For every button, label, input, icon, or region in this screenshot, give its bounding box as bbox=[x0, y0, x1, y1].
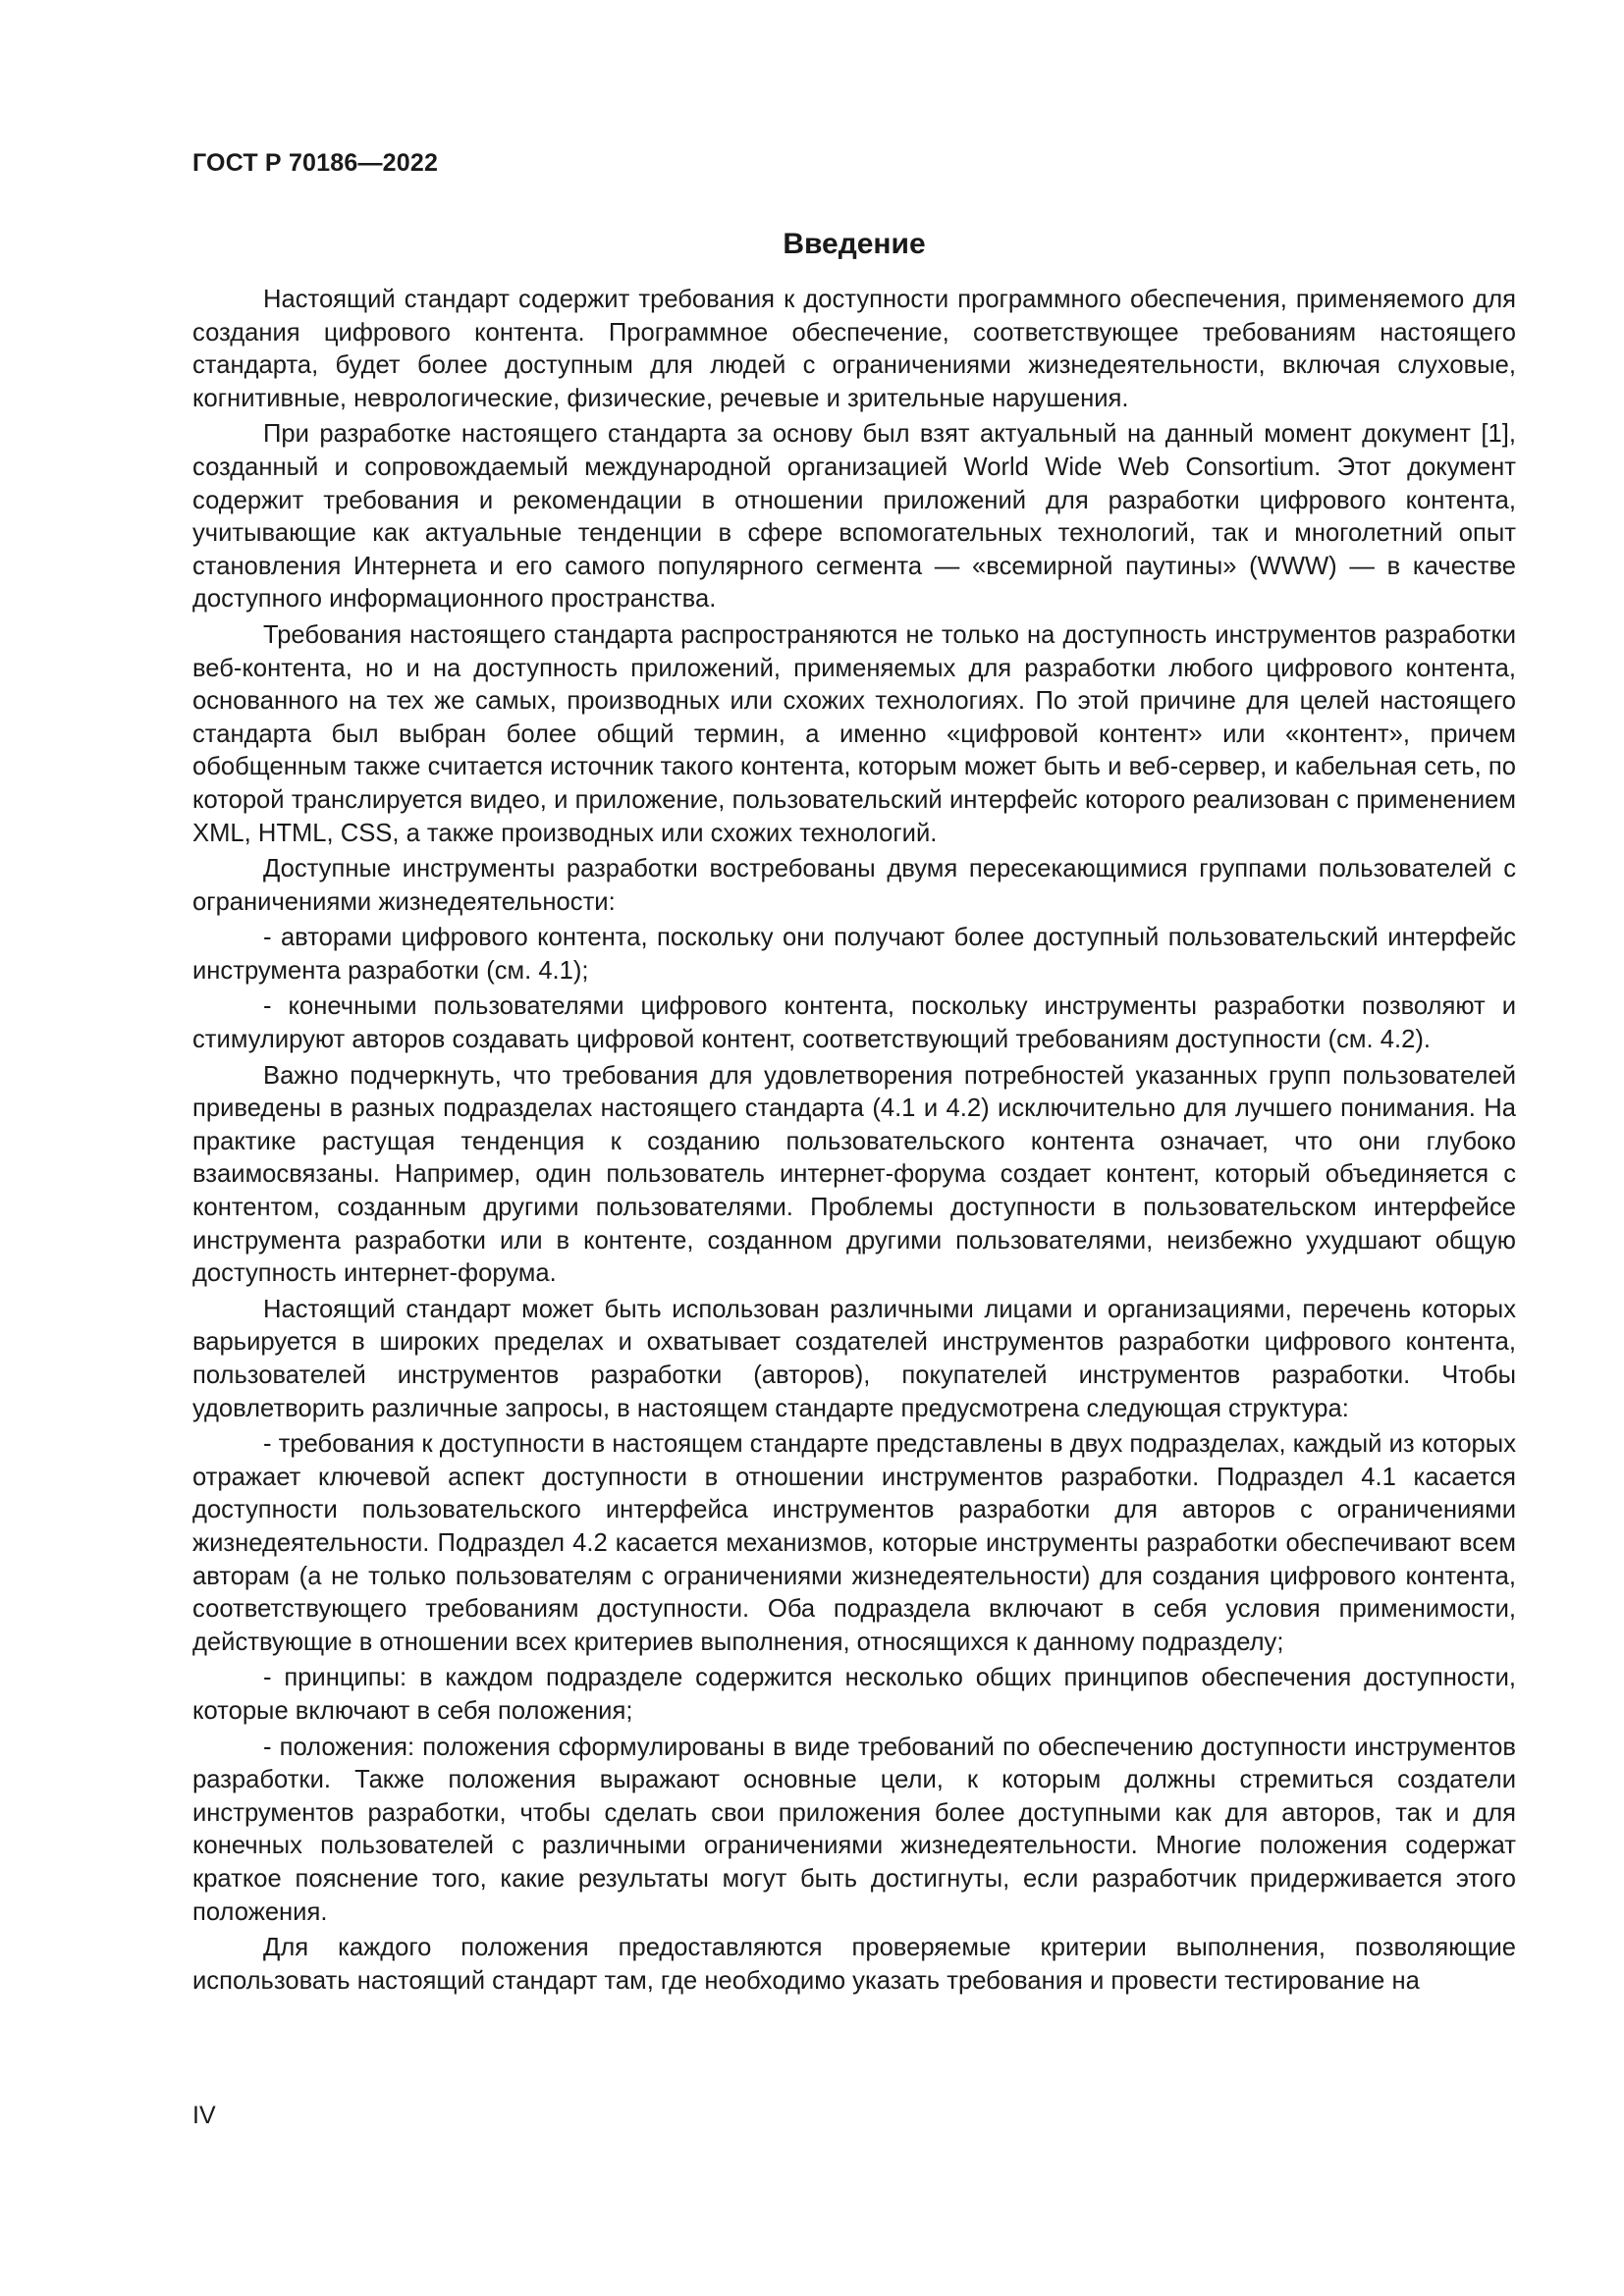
list-item: - конечными пользователями цифрового контента, поскольку инструменты разработки позволяют и стимулируют авторов создавать цифровой контент, соответствующий требованиям доступности (см. 4.2). bbox=[192, 992, 1516, 1054]
paragraph: Настоящий стандарт содержит требования к доступности программного обеспечения, применяемого для создания цифрового контента. Программное обеспечение, соответствующее требованиям настоящего стандарта, будет более доступным для людей с ограничениями жизнедеятельности, включая слуховые, когнитивные, неврологические, физические, речевые и зрительные нарушения. bbox=[192, 286, 1516, 412]
document-code-header: ГОСТ Р 70186—2022 bbox=[192, 149, 439, 177]
paragraph: Требования настоящего стандарта распространяются не только на доступность инструментов разработки веб-контента, но и на доступность приложений, применяемых для разработки любого цифрового контента, основанного на тех же самых, производных или схожих технологиях. По этой причине для целей настоящего стандарта был выбран более общий термин, а именно «цифровой контент» или «контент», причем обобщенным также считается источник такого контента, которым может быть и веб-сервер, и кабельная сеть, по которой транслируется видео, и приложение, пользовательский интерфейс которого реализован с применением XML, HTML, CSS, а также производных или схожих технологий. bbox=[192, 620, 1516, 847]
list-item: - требования к доступности в настоящем стандарте представлены в двух подразделах, каждый из которых отражает ключевой аспект доступности в отношении инструментов разработки. Подраздел 4.1 касается доступности пользовательского интерфейса инструментов разработки для авторов с ограничениями жизнедеятельности. Подраздел 4.2 касается механизмов, которые инструменты разработки обеспечивают всем авторам (а не только пользователям с ограничениями жизнедеятельности) для создания цифрового контента, соответствующего требованиям доступности. Оба подраздела включают в себя условия применимости, действующие в отношении всех критериев выполнения, относящихся к данному подразделу; bbox=[192, 1430, 1516, 1656]
list-item: - принципы: в каждом подразделе содержится несколько общих принципов обеспечения доступности, которые включают в себя положения; bbox=[192, 1664, 1516, 1725]
body-text bbox=[192, 284, 1516, 1998]
paragraph: Важно подчеркнуть, что требования для удовлетворения потребностей указанных групп пользователей приведены в разных подразделах настоящего стандарта (4.1 и 4.2) исключительно для лучшего понимания. На практике растущая тенденция к созданию пользовательского контента означает, что они глубоко взаимосвязаны. Например, один пользователь интернет-форума создает контент, который объединяется с контентом, созданным другими пользователями. Проблемы доступности в пользовательском интерфейсе инструмента разработки или в контенте, созданном другими пользователями, неизбежно ухудшают общую доступность интернет-форума. bbox=[192, 1061, 1516, 1288]
list-item: - положения: положения сформулированы в виде требований по обеспечению доступности инструментов разработки. Также положения выражают основные цели, к которым должны стремиться создатели инструментов разработки, чтобы сделать свои приложения более доступными как для авторов, так и для конечных пользователей с различными ограничениями жизнедеятельности. Многие положения содержат краткое пояснение того, какие результаты могут быть достигнуты, если разработчик придерживается этого положения. bbox=[192, 1733, 1516, 1926]
paragraph: Для каждого положения предоставляются проверяемые критерии выполнения, позволяющие использовать настоящий стандарт там, где необходимо указать требования и провести тестирование на bbox=[192, 1934, 1516, 1995]
section-title: Введение bbox=[783, 228, 926, 260]
paragraph: При разработке настоящего стандарта за основу был взят актуальный на данный момент документ [1], созданный и сопровождаемый международной организацией World Wide Web Consortium. Этот документ содержит требования и рекомендации в отношении приложений для разработки цифрового контента, учитывающие как актуальные тенденции в сфере вспомогательных технологий, так и многолетний опыт становления Интернета и его самого популярного сегмента — «всемирной паутины» (WWW) — в качестве доступного информационного пространства. bbox=[192, 420, 1516, 614]
page-number: IV bbox=[192, 2102, 216, 2129]
list-item: - авторами цифрового контента, поскольку они получают более доступный пользовательский интерфейс инструмента разработки (см. 4.1); bbox=[192, 924, 1516, 985]
paragraph: Доступные инструменты разработки востребованы двумя пересекающимися группами пользователей с ограничениями жизнедеятельности: bbox=[192, 855, 1516, 916]
paragraph: Настоящий стандарт может быть использован различными лицами и организациями, перечень которых варьируется в широких пределах и охватывает создателей инструментов разработки цифрового контента, пользователей инструментов разработки (авторов), покупателей инструментов разработки. Чтобы удовлетворить различные запросы, в настоящем стандарте предусмотрена следующая структура: bbox=[192, 1295, 1516, 1422]
